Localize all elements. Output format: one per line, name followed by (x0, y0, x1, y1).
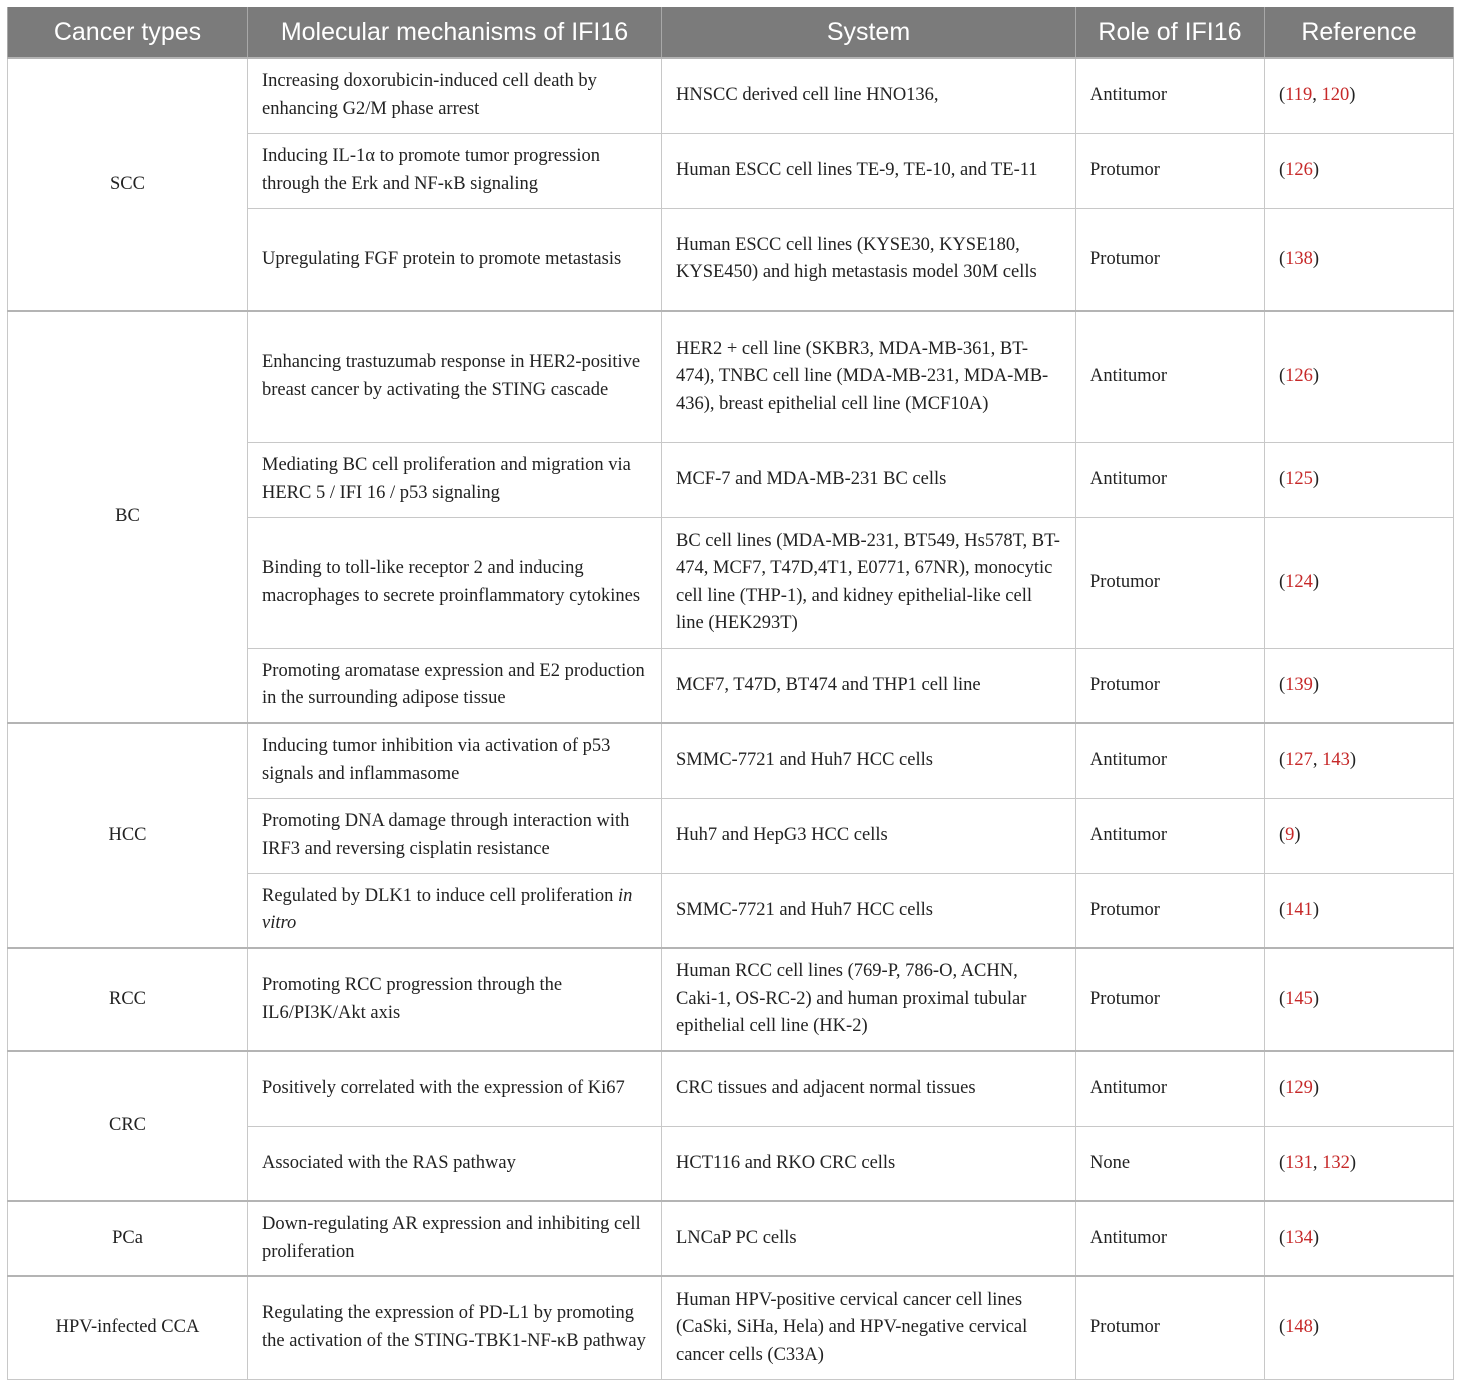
mechanism-text: Promoting aromatase expression and E2 production in the surrounding adipose tissue (262, 660, 645, 709)
ifi16-cancer-table (7, 7, 1454, 1380)
cancer-group (8, 723, 1454, 948)
mechanism-text: Mediating BC cell proliferation and migration via HERC 5 / IFI 16 / p53 signaling (262, 455, 631, 503)
cancer-type-cell: HPV-infected CCA (8, 1276, 248, 1379)
system-cell: Human ESCC cell lines (KYSE30, KYSE180, KYSE450) and high metastasis model 30M cells (662, 208, 1076, 311)
role-cell: Protumor (1076, 648, 1265, 723)
role-cell: Antitumor (1076, 723, 1265, 798)
mechanism-cell (248, 1276, 662, 1379)
reference-cell: (9) (1265, 798, 1454, 873)
header-role: Role of IFI16 (1076, 7, 1265, 58)
cancer-group (8, 948, 1454, 1051)
role-cell: Protumor (1076, 1276, 1265, 1379)
reference-link[interactable]: 127 (1285, 750, 1313, 770)
reference-link[interactable]: 143 (1322, 750, 1350, 770)
reference-link[interactable]: 120 (1321, 85, 1350, 105)
mechanism-cell (248, 723, 662, 798)
mechanism-text: Promoting DNA damage through interaction with IRF3 and reversing cisplatin resistance (262, 811, 630, 859)
reference-link[interactable]: 148 (1285, 1317, 1313, 1337)
role-cell: Protumor (1076, 517, 1265, 648)
system-cell: Huh7 and HepG3 HCC cells (662, 798, 1076, 873)
reference-link[interactable]: 138 (1285, 248, 1313, 269)
mechanism-italic-text: in vitro (262, 885, 633, 934)
reference-link[interactable]: 132 (1322, 1152, 1350, 1173)
mechanism-text: Associated with the RAS pathway (262, 1152, 516, 1173)
reference-cell: (126) (1265, 133, 1454, 208)
cancer-group (8, 1051, 1454, 1201)
reference-cell: (124) (1265, 517, 1454, 648)
mechanism-cell (248, 1051, 662, 1126)
mechanism-text: Inducing IL-1α to promote tumor progression through the Erk and NF-κB signaling (262, 146, 601, 194)
reference-link[interactable]: 145 (1285, 988, 1313, 1009)
header-reference: Reference (1265, 7, 1454, 58)
mechanism-cell (248, 58, 662, 133)
reference-link[interactable]: 129 (1285, 1078, 1313, 1098)
cancer-group (8, 58, 1454, 311)
role-cell: Antitumor (1076, 1201, 1265, 1276)
cancer-type-cell: RCC (8, 948, 248, 1051)
cancer-group (8, 1276, 1454, 1379)
reference-link[interactable]: 126 (1285, 366, 1313, 386)
role-cell: Protumor (1076, 948, 1265, 1051)
system-cell: MCF-7 and MDA-MB-231 BC cells (662, 442, 1076, 517)
mechanism-cell (248, 133, 662, 208)
system-cell: CRC tissues and adjacent normal tissues (662, 1051, 1076, 1126)
reference-cell: (138) (1265, 208, 1454, 311)
table-row (8, 948, 1454, 1051)
mechanism-text: Increasing doxorubicin-induced cell death by enhancing G2/M phase arrest (262, 71, 597, 119)
reference-cell: (141) (1265, 873, 1454, 948)
reference-link[interactable]: 119 (1285, 85, 1313, 105)
mechanism-cell (248, 208, 662, 311)
cancer-type-cell: CRC (8, 1051, 248, 1201)
role-cell: None (1076, 1126, 1265, 1201)
reference-link[interactable]: 141 (1285, 899, 1313, 920)
mechanism-cell (248, 442, 662, 517)
mechanism-text: Positively correlated with the expression of Ki67 (262, 1078, 625, 1098)
system-cell: HCT116 and RKO CRC cells (662, 1126, 1076, 1201)
system-cell: HNSCC derived cell line HNO136, (662, 58, 1076, 133)
table-row (8, 311, 1454, 442)
header-molecular-mechanisms: Molecular mechanisms of IFI16 (248, 7, 662, 58)
system-cell: Human HPV-positive cervical cancer cell lines (CaSki, SiHa, Hela) and HPV-negative cervical cancer cells (C33A) (662, 1276, 1076, 1379)
cancer-type-cell: BC (8, 311, 248, 723)
role-cell: Protumor (1076, 133, 1265, 208)
role-cell: Antitumor (1076, 311, 1265, 442)
header-cancer-types: Cancer types (8, 7, 248, 58)
reference-link[interactable]: 125 (1285, 468, 1313, 489)
system-cell: MCF7, T47D, BT474 and THP1 cell line (662, 648, 1076, 723)
system-cell: HER2 + cell line (SKBR3, MDA-MB-361, BT-474), TNBC cell line (MDA-MB-231, MDA-MB-436), breast epithelial cell line (MCF10A) (662, 311, 1076, 442)
mechanism-cell (248, 1201, 662, 1276)
reference-cell: (127, 143) (1265, 723, 1454, 798)
table-row (8, 1051, 1454, 1126)
reference-link[interactable]: 126 (1285, 159, 1313, 180)
cancer-type-cell: SCC (8, 58, 248, 311)
mechanism-cell (248, 873, 662, 948)
reference-link[interactable]: 131 (1285, 1152, 1313, 1173)
role-cell: Protumor (1076, 873, 1265, 948)
reference-cell: (125) (1265, 442, 1454, 517)
reference-cell: (119, 120) (1265, 58, 1454, 133)
system-cell: LNCaP PC cells (662, 1201, 1076, 1276)
system-cell: SMMC-7721 and Huh7 HCC cells (662, 873, 1076, 948)
reference-link[interactable]: 124 (1285, 571, 1313, 592)
cancer-type-cell: PCa (8, 1201, 248, 1276)
mechanism-text: Enhancing trastuzumab response in HER2-positive breast cancer by activating the STING cascade (262, 352, 641, 400)
role-cell: Antitumor (1076, 798, 1265, 873)
cancer-type-cell: HCC (8, 723, 248, 948)
mechanism-text: Upregulating FGF protein to promote metastasis (262, 248, 622, 269)
reference-cell: (139) (1265, 648, 1454, 723)
mechanism-cell (248, 311, 662, 442)
mechanism-text: Down-regulating AR expression and inhibiting cell proliferation (262, 1214, 641, 1262)
role-cell: Antitumor (1076, 58, 1265, 133)
role-cell: Antitumor (1076, 442, 1265, 517)
reference-link[interactable]: 134 (1285, 1227, 1313, 1248)
header-system: System (662, 7, 1076, 58)
reference-cell: (131, 132) (1265, 1126, 1454, 1201)
system-cell: Human RCC cell lines (769-P, 786-O, ACHN, Caki-1, OS-RC-2) and human proximal tubular epithelial cell line (HK-2) (662, 948, 1076, 1051)
cancer-group (8, 1201, 1454, 1276)
reference-link[interactable]: 9 (1285, 824, 1295, 845)
mechanism-text: Promoting RCC progression through the IL6/PI3K/Akt axis (262, 975, 563, 1023)
system-cell: SMMC-7721 and Huh7 HCC cells (662, 723, 1076, 798)
mechanism-text: Regulated by DLK1 to induce cell proliferation (262, 885, 614, 906)
reference-cell: (126) (1265, 311, 1454, 442)
mechanism-text: Inducing tumor inhibition via activation of p53 signals and inflammasome (262, 736, 611, 784)
mechanism-cell (248, 798, 662, 873)
table-row (8, 1276, 1454, 1379)
mechanism-cell (248, 1126, 662, 1201)
reference-cell: (145) (1265, 948, 1454, 1051)
header-row (8, 7, 1454, 58)
table-row (8, 723, 1454, 798)
mechanism-cell (248, 517, 662, 648)
mechanism-cell (248, 648, 662, 723)
reference-cell: (129) (1265, 1051, 1454, 1126)
table-row (8, 58, 1454, 133)
mechanism-text: Regulating the expression of PD-L1 by promoting the activation of the STING-TBK1-NF-κB pathway (262, 1303, 646, 1351)
role-cell: Antitumor (1076, 1051, 1265, 1126)
mechanism-cell (248, 948, 662, 1051)
mechanism-text: Binding to toll-like receptor 2 and inducing macrophages to secrete proinflammatory cytokines (262, 558, 641, 606)
cancer-group (8, 311, 1454, 723)
reference-link[interactable]: 139 (1285, 674, 1313, 695)
reference-cell: (148) (1265, 1276, 1454, 1379)
system-cell: Human ESCC cell lines TE-9, TE-10, and TE-11 (662, 133, 1076, 208)
reference-cell: (134) (1265, 1201, 1454, 1276)
table-row (8, 1201, 1454, 1276)
role-cell: Protumor (1076, 208, 1265, 311)
system-cell: BC cell lines (MDA-MB-231, BT549, Hs578T, BT-474, MCF7, T47D,4T1, E0771, 67NR), monocytic cell line (THP-1), and kidney epithelial-like cell line (HEK293T) (662, 517, 1076, 648)
